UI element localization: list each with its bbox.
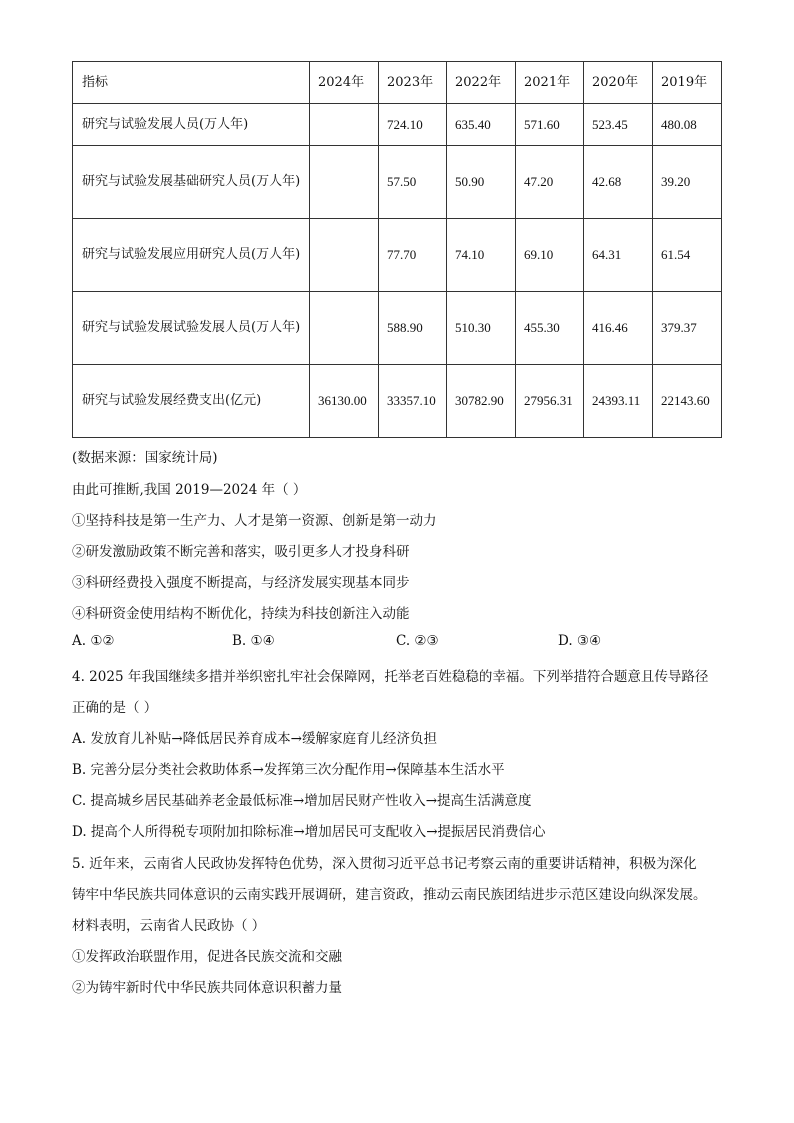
- q4-option-c[interactable]: C. 提高城乡居民基础养老金最低标准→增加居民财产性收入→提高生活满意度: [72, 793, 532, 809]
- table-cell: 635.40: [447, 104, 516, 146]
- q5-question: 材料表明，云南省人民政协（ ）: [72, 918, 266, 934]
- table-cell: 57.50: [379, 146, 447, 219]
- row-label: 研究与试验发展试验发展人员(万人年): [73, 292, 310, 365]
- q4-option-b[interactable]: B. 完善分层分类社会救助体系→发挥第三次分配作用→保障基本生活水平: [72, 762, 505, 778]
- table-cell: 42.68: [584, 146, 653, 219]
- q3-option-a[interactable]: A. ①②: [72, 633, 115, 649]
- q5-item: ①发挥政治联盟作用，促进各民族交流和交融: [72, 949, 342, 965]
- q5-item: ②为铸牢新时代中华民族共同体意识积蓄力量: [72, 980, 342, 996]
- table-cell: 571.60: [516, 104, 584, 146]
- header-cell: 2020年: [584, 62, 653, 104]
- q3-item: ②研发激励政策不断完善和落实，吸引更多人才投身科研: [72, 544, 410, 560]
- row-label: 研究与试验发展人员(万人年): [73, 104, 310, 146]
- table-row: [73, 292, 722, 365]
- table-cell: 30782.90: [447, 365, 516, 438]
- q4-option-a[interactable]: A. 发放育儿补贴→降低居民养育成本→缓解家庭育儿经济负担: [72, 731, 437, 747]
- q5-stem-cont: 铸牢中华民族共同体意识的云南实践开展调研，建言资政，推动云南民族团结进步示范区建设向纵深发展。: [72, 887, 707, 903]
- table-cell: 69.10: [516, 219, 584, 292]
- table-cell: 39.20: [653, 146, 722, 219]
- table-cell: 379.37: [653, 292, 722, 365]
- table-cell: 47.20: [516, 146, 584, 219]
- table-cell: 36130.00: [310, 365, 379, 438]
- row-label: 研究与试验发展应用研究人员(万人年): [73, 219, 310, 292]
- table-cell: 33357.10: [379, 365, 447, 438]
- q3-stem: 由此可推断,我国 2019—2024 年（ ）: [72, 482, 307, 498]
- header-cell: 2022年: [447, 62, 516, 104]
- table-row: [73, 365, 722, 438]
- row-label: 研究与试验发展经费支出(亿元): [73, 365, 310, 438]
- header-cell: 2021年: [516, 62, 584, 104]
- table-cell: [310, 219, 379, 292]
- table-cell: 77.70: [379, 219, 447, 292]
- table-cell: 510.30: [447, 292, 516, 365]
- table-cell: 455.30: [516, 292, 584, 365]
- q4-option-d[interactable]: D. 提高个人所得税专项附加扣除标准→增加居民可支配收入→提振居民消费信心: [72, 824, 546, 840]
- table-cell: 27956.31: [516, 365, 584, 438]
- table-cell: 61.54: [653, 219, 722, 292]
- header-cell: 指标: [73, 62, 310, 104]
- table-cell: [310, 292, 379, 365]
- q3-option-d[interactable]: D. ③④: [558, 633, 602, 649]
- table-cell: 22143.60: [653, 365, 722, 438]
- table-cell: [310, 146, 379, 219]
- data-source-note: (数据来源：国家统计局): [72, 450, 218, 466]
- table-cell: 724.10: [379, 104, 447, 146]
- table-row: [73, 146, 722, 219]
- statistics-table: [72, 61, 722, 438]
- table-cell: [310, 104, 379, 146]
- q3-item: ③科研经费投入强度不断提高，与经济发展实现基本同步: [72, 575, 410, 591]
- table-cell: 523.45: [584, 104, 653, 146]
- table-row: [73, 219, 722, 292]
- q3-item: ④科研资金使用结构不断优化，持续为科技创新注入动能: [72, 606, 410, 622]
- table-header-row: [73, 62, 722, 104]
- table-cell: 24393.11: [584, 365, 653, 438]
- q5-stem: 5. 近年来，云南省人民政协发挥特色优势，深入贯彻习近平总书记考察云南的重要讲话精神，积极为深化: [72, 856, 697, 872]
- header-cell: 2024年: [310, 62, 379, 104]
- q4-stem-cont: 正确的是（ ）: [72, 700, 158, 716]
- q3-item: ①坚持科技是第一生产力、人才是第一资源、创新是第一动力: [72, 513, 437, 529]
- q3-option-b[interactable]: B. ①④: [232, 633, 275, 649]
- q3-option-c[interactable]: C. ②③: [396, 633, 439, 649]
- table-cell: 480.08: [653, 104, 722, 146]
- table-cell: 74.10: [447, 219, 516, 292]
- header-cell: 2023年: [379, 62, 447, 104]
- table-row: [73, 104, 722, 146]
- row-label: 研究与试验发展基础研究人员(万人年): [73, 146, 310, 219]
- q4-stem: 4. 2025 年我国继续多措并举织密扎牢社会保障网，托举老百姓稳稳的幸福。下列举措符合题意且传导路径: [72, 669, 709, 685]
- table-cell: 416.46: [584, 292, 653, 365]
- table-cell: 588.90: [379, 292, 447, 365]
- table-cell: 50.90: [447, 146, 516, 219]
- table-cell: 64.31: [584, 219, 653, 292]
- header-cell: 2019年: [653, 62, 722, 104]
